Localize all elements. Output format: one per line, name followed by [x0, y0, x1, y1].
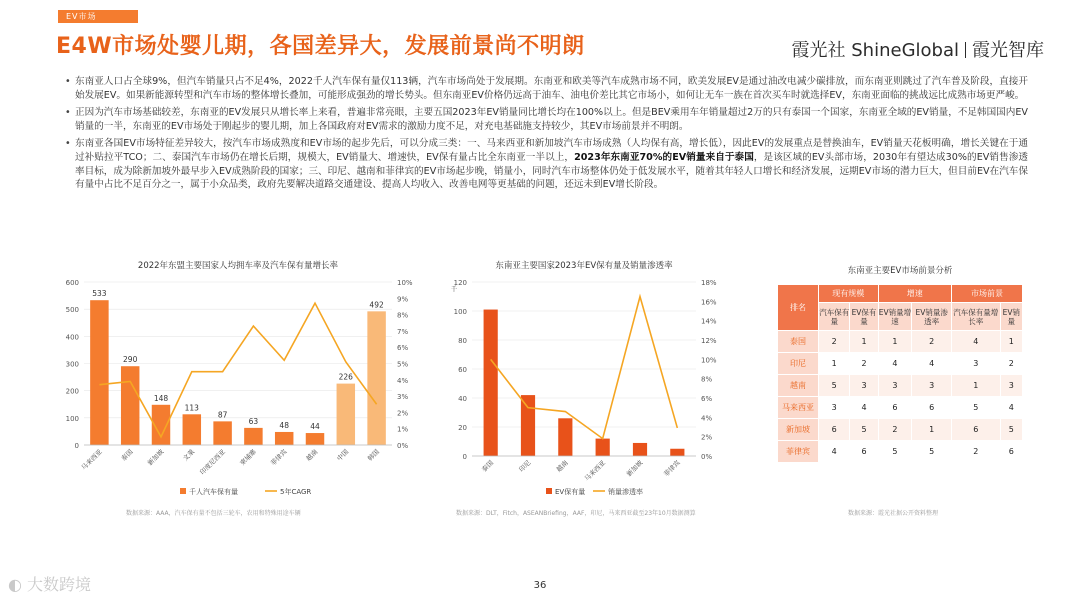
section-tag: EV市场 — [58, 10, 138, 23]
y-tick-label-right: 6% — [397, 344, 409, 353]
table-cell: 1 — [819, 353, 850, 375]
table-source: 数据来源：霞光社据公开资料整理 — [848, 510, 939, 517]
ev-outlook-table — [777, 284, 1023, 463]
bar — [90, 300, 108, 445]
bar-value-label: 48 — [279, 420, 289, 430]
brand-logo — [792, 36, 1044, 62]
x-tick-label: 泰国 — [119, 447, 135, 463]
table-cell: 3 — [819, 397, 850, 419]
table-cell: 4 — [912, 353, 952, 375]
table-group-header: 增速 — [878, 285, 951, 303]
bar — [275, 432, 293, 445]
y-tick-label-right: 10% — [397, 279, 413, 287]
table-cell: 4 — [850, 397, 878, 419]
y-tick-label-right: 3% — [397, 393, 409, 402]
bullet-paragraph-1: • 东南亚人口占全球9%，但汽车销量只占不足4%，2022千人汽车保有量仅113辆，汽车市场尚处于发展期。东南亚和欧美等汽车成熟市场不同，欧美发展EV是通过油改电减少碳排放，而东南亚则跳过了汽车普及阶段，直接开始发展EV。如果新能源转型和汽车市场的整体增长叠加，可能形成强劲的增长势头。但东南亚EV价格仍远高于油车、油电价差比其它市场小，如何让无车一族在首次买车时就选择EV，东南亚面临的挑战远比成熟市场更严峻。 — [66, 75, 1028, 102]
table-column-header: EV销量渗透率 — [912, 303, 952, 331]
y-tick-label-right: 0% — [397, 442, 409, 450]
bar — [244, 428, 262, 445]
watermark-logo — [8, 572, 91, 595]
x-tick-label: 菲律宾 — [662, 458, 682, 479]
y-tick-label-right: 1% — [397, 425, 409, 434]
y-tick-label-right: 6% — [701, 395, 713, 403]
y-tick-label-right: 2% — [397, 409, 409, 418]
table-row — [778, 375, 1023, 397]
table-column-header: EV销量 — [1000, 303, 1022, 331]
x-tick-label: 越南 — [554, 458, 570, 474]
y-tick-label-left: 100 — [65, 414, 79, 423]
logo-text: 大数跨境 — [27, 575, 92, 594]
table-cell: 3 — [951, 353, 1000, 375]
bar — [213, 421, 231, 445]
x-tick-label: 泰国 — [480, 458, 496, 474]
x-tick-label: 越南 — [304, 447, 320, 463]
table-cell: 3 — [878, 375, 912, 397]
table-row — [778, 419, 1023, 441]
table-cell: 5 — [951, 397, 1000, 419]
x-tick-label: 马来西亚 — [583, 458, 608, 483]
ev-stock-chart — [438, 256, 738, 520]
legend-swatch-bar — [180, 488, 186, 494]
table-cell: 5 — [912, 441, 952, 463]
logo-icon: ◐ — [8, 575, 28, 594]
table-column-header: 汽车保有量增长率 — [951, 303, 1000, 331]
y-tick-label-right: 9% — [397, 295, 409, 304]
y-tick-label-right: 12% — [701, 337, 717, 345]
table-corner-header: 排名 — [778, 285, 819, 331]
line-series — [491, 297, 678, 439]
bar-value-label: 63 — [248, 416, 259, 426]
table-cell: 5 — [850, 419, 878, 441]
car-ownership-chart — [62, 256, 428, 520]
y-tick-label-right: 16% — [701, 298, 717, 307]
bar — [633, 443, 647, 456]
bar-value-label: 148 — [153, 393, 169, 403]
table-row — [778, 353, 1023, 375]
chart-title: 东南亚主要国家2023年EV保有量及销量渗透率 — [495, 261, 673, 271]
table-row — [778, 397, 1023, 419]
table-row-header: 菲律宾 — [778, 441, 819, 463]
x-tick-label: 柬埔寨 — [238, 447, 258, 468]
bar — [183, 414, 201, 445]
table-row-header: 新加坡 — [778, 419, 819, 441]
table-cell: 2 — [912, 331, 952, 353]
bar-value-label: 113 — [184, 403, 199, 413]
y-tick-label-right: 2% — [701, 433, 713, 442]
bar — [670, 449, 684, 456]
y-tick-label-right: 5% — [397, 360, 409, 369]
table-cell: 2 — [819, 331, 850, 353]
page-number: 36 — [533, 580, 547, 591]
chart-source: 数据来源：DLT，Fitch，ASEANBriefing，AAF，印尼，马来西亚截至23年10月数据测算 — [456, 510, 696, 517]
table-row — [778, 441, 1023, 463]
y-tick-label-left: 300 — [65, 360, 79, 369]
bar-value-label: 44 — [310, 422, 320, 432]
bar — [484, 310, 498, 456]
y-tick-label-left: 20 — [458, 424, 467, 432]
table-column-header: EV保有量 — [850, 303, 878, 331]
legend-label-line: 5年CAGR — [280, 488, 312, 496]
brand-divider — [965, 42, 966, 58]
x-tick-label: 新加坡 — [624, 458, 645, 479]
y-tick-label-right: 0% — [701, 453, 713, 461]
table-cell: 1 — [878, 331, 912, 353]
y-tick-label-right: 18% — [701, 279, 717, 287]
bullet-paragraph-3 — [66, 137, 1028, 191]
bar — [121, 366, 139, 445]
table-row-header: 越南 — [778, 375, 819, 397]
bar — [558, 418, 572, 456]
y-tick-label-right: 10% — [701, 356, 717, 365]
table-group-header: 市场前景 — [951, 285, 1022, 303]
table-cell: 4 — [951, 331, 1000, 353]
table-row-header: 泰国 — [778, 331, 819, 353]
bar — [337, 384, 355, 445]
table-cell: 2 — [878, 419, 912, 441]
bar-value-label: 492 — [369, 300, 384, 310]
table-cell: 6 — [819, 419, 850, 441]
table-column-header: 汽车保有量 — [819, 303, 850, 331]
paragraph-3-text-b: ，是该区域的EV头部市场，2030年有望达成30%的EV销售渗透率目标，成为除新加坡外最早步入EV成熟阶段的国家；三、印尼、越南和菲律宾的EV市场起步晚，销量小，同时汽车市场整体仍处于低发展水平，随着其年轻人口增长和经济发展，远期EV市场的潜力巨大，但目前EV在汽车保有量中占比不足百分之一，属于小众品类，政府先要解决道路交通建设、提高人均收入、改善电网等更基础的问题，还远未到EV增长阶段。 — [75, 151, 1028, 191]
bar — [521, 395, 535, 456]
x-tick-label: 马来西亚 — [79, 447, 104, 472]
table-cell: 6 — [850, 441, 878, 463]
y-unit-label: 千 — [450, 285, 458, 293]
table-cell: 1 — [951, 375, 1000, 397]
paragraph-3-highlight: 2023年东南亚70%的EV销量来自于泰国 — [574, 151, 754, 163]
table-cell: 6 — [912, 397, 952, 419]
y-tick-label-right: 8% — [701, 375, 713, 384]
y-tick-label-right: 4% — [701, 414, 713, 423]
bar — [306, 433, 324, 445]
table-row-header: 印尼 — [778, 353, 819, 375]
table-cell: 5 — [878, 441, 912, 463]
brand-left: 霞光社 ShineGlobal — [791, 40, 959, 61]
body-text — [66, 75, 1028, 196]
ev-outlook-table-wrap — [777, 284, 1023, 463]
table-column-header: EV销量增速 — [878, 303, 912, 331]
bar-value-label: 533 — [92, 289, 107, 299]
table-cell: 2 — [951, 441, 1000, 463]
table-cell: 6 — [878, 397, 912, 419]
x-tick-label: 印度尼西亚 — [198, 447, 228, 477]
table-cell: 4 — [819, 441, 850, 463]
legend-label-line: 销量渗透率 — [608, 488, 643, 496]
table-cell: 4 — [878, 353, 912, 375]
bar-value-label: 87 — [217, 410, 228, 420]
table-cell: 1 — [1000, 331, 1022, 353]
table-row — [778, 331, 1023, 353]
table-group-header: 现有规模 — [819, 285, 879, 303]
bullet-paragraph-2: • 正因为汽车市场基础较差，东南亚的EV发展只从增长率上来看，普遍非常亮眼，主要五国2023年EV销量同比增长均在100%以上。但是BEV乘用车年销量超过2万的只有泰国一个国家，东南亚全域的EV销量，不足韩国国内EV销量的一半，东南亚的EV市场处于刚起步的婴儿期，加上各国政府对EV需求的激励力度不足，对充电基础施支持较少，其EV市场前景并不明朗。 — [66, 106, 1028, 133]
x-tick-label: 菲律宾 — [269, 447, 289, 468]
y-tick-label-right: 8% — [397, 311, 409, 320]
y-tick-label-right: 7% — [397, 327, 409, 336]
table-cell: 2 — [1000, 353, 1022, 375]
legend-label-bar: EV保有量 — [555, 488, 586, 496]
paragraph-3-text-a: 东南亚各国EV市场特征差异较大，按汽车市场成熟度和EV市场的起步先后，可以分成三类：一、马来西亚和新加坡汽车市场成熟（人均保有高，增长低），因此EV的发展重点是替换油车，EV销量天花板明确，增长关键在于通过补贴拉平TCO；二、泰国汽车市场仍在增长后期，规模大，EV销量大、增速快，EV保有量占比全东南亚一半以上， — [75, 138, 1028, 163]
y-tick-label-left: 40 — [458, 395, 467, 403]
bar — [596, 439, 610, 456]
y-tick-label-left: 80 — [458, 337, 467, 345]
brand-right: 霞光智库 — [972, 40, 1044, 61]
table-cell: 5 — [819, 375, 850, 397]
y-tick-label-left: 100 — [453, 308, 467, 316]
line-series — [99, 303, 376, 437]
table-group-header-row — [778, 285, 1023, 303]
legend-swatch-bar — [546, 488, 552, 494]
bar-value-label: 290 — [123, 355, 138, 365]
table-cell: 1 — [912, 419, 952, 441]
y-tick-label-left: 500 — [65, 306, 79, 315]
table-cell: 3 — [850, 375, 878, 397]
y-tick-label-left: 200 — [65, 387, 79, 396]
table-cell: 3 — [1000, 375, 1022, 397]
table-cell: 2 — [850, 353, 878, 375]
chart-title: 2022年东盟主要国家人均拥车率及汽车保有量增长率 — [137, 261, 339, 271]
y-tick-label-right: 4% — [397, 376, 409, 385]
x-tick-label: 新加坡 — [145, 447, 166, 468]
y-tick-label-left: 60 — [458, 366, 467, 374]
table-cell: 3 — [912, 375, 952, 397]
x-tick-label: 文莱 — [181, 447, 197, 463]
y-tick-label-left: 0 — [74, 442, 79, 450]
table-title: 东南亚主要EV市场前景分析 — [847, 266, 953, 276]
table-row-header: 马来西亚 — [778, 397, 819, 419]
bar — [367, 311, 385, 445]
y-tick-label-left: 400 — [65, 333, 79, 342]
chart-source: 数据来源：AAA，汽车保有量不包括三轮车，农用和特殊用途车辆 — [126, 510, 301, 517]
table-cell: 6 — [1000, 441, 1022, 463]
table-cell: 6 — [951, 419, 1000, 441]
y-tick-label-left: 120 — [453, 279, 467, 287]
y-tick-label-left: 0 — [462, 453, 467, 461]
page-title: E4W市场处婴儿期，各国差异大，发展前景尚不明朗 — [56, 34, 585, 59]
table-cell: 1 — [850, 331, 878, 353]
x-tick-label: 中国 — [335, 447, 351, 463]
table-cell: 5 — [1000, 419, 1022, 441]
legend-label-bar: 千人汽车保有量 — [189, 488, 238, 496]
x-tick-label: 韩国 — [366, 447, 382, 463]
x-tick-label: 印尼 — [517, 458, 533, 474]
y-tick-label-left: 600 — [65, 279, 79, 287]
table-cell: 4 — [1000, 397, 1022, 419]
y-tick-label-right: 14% — [701, 317, 717, 326]
bar-value-label: 226 — [338, 372, 353, 382]
